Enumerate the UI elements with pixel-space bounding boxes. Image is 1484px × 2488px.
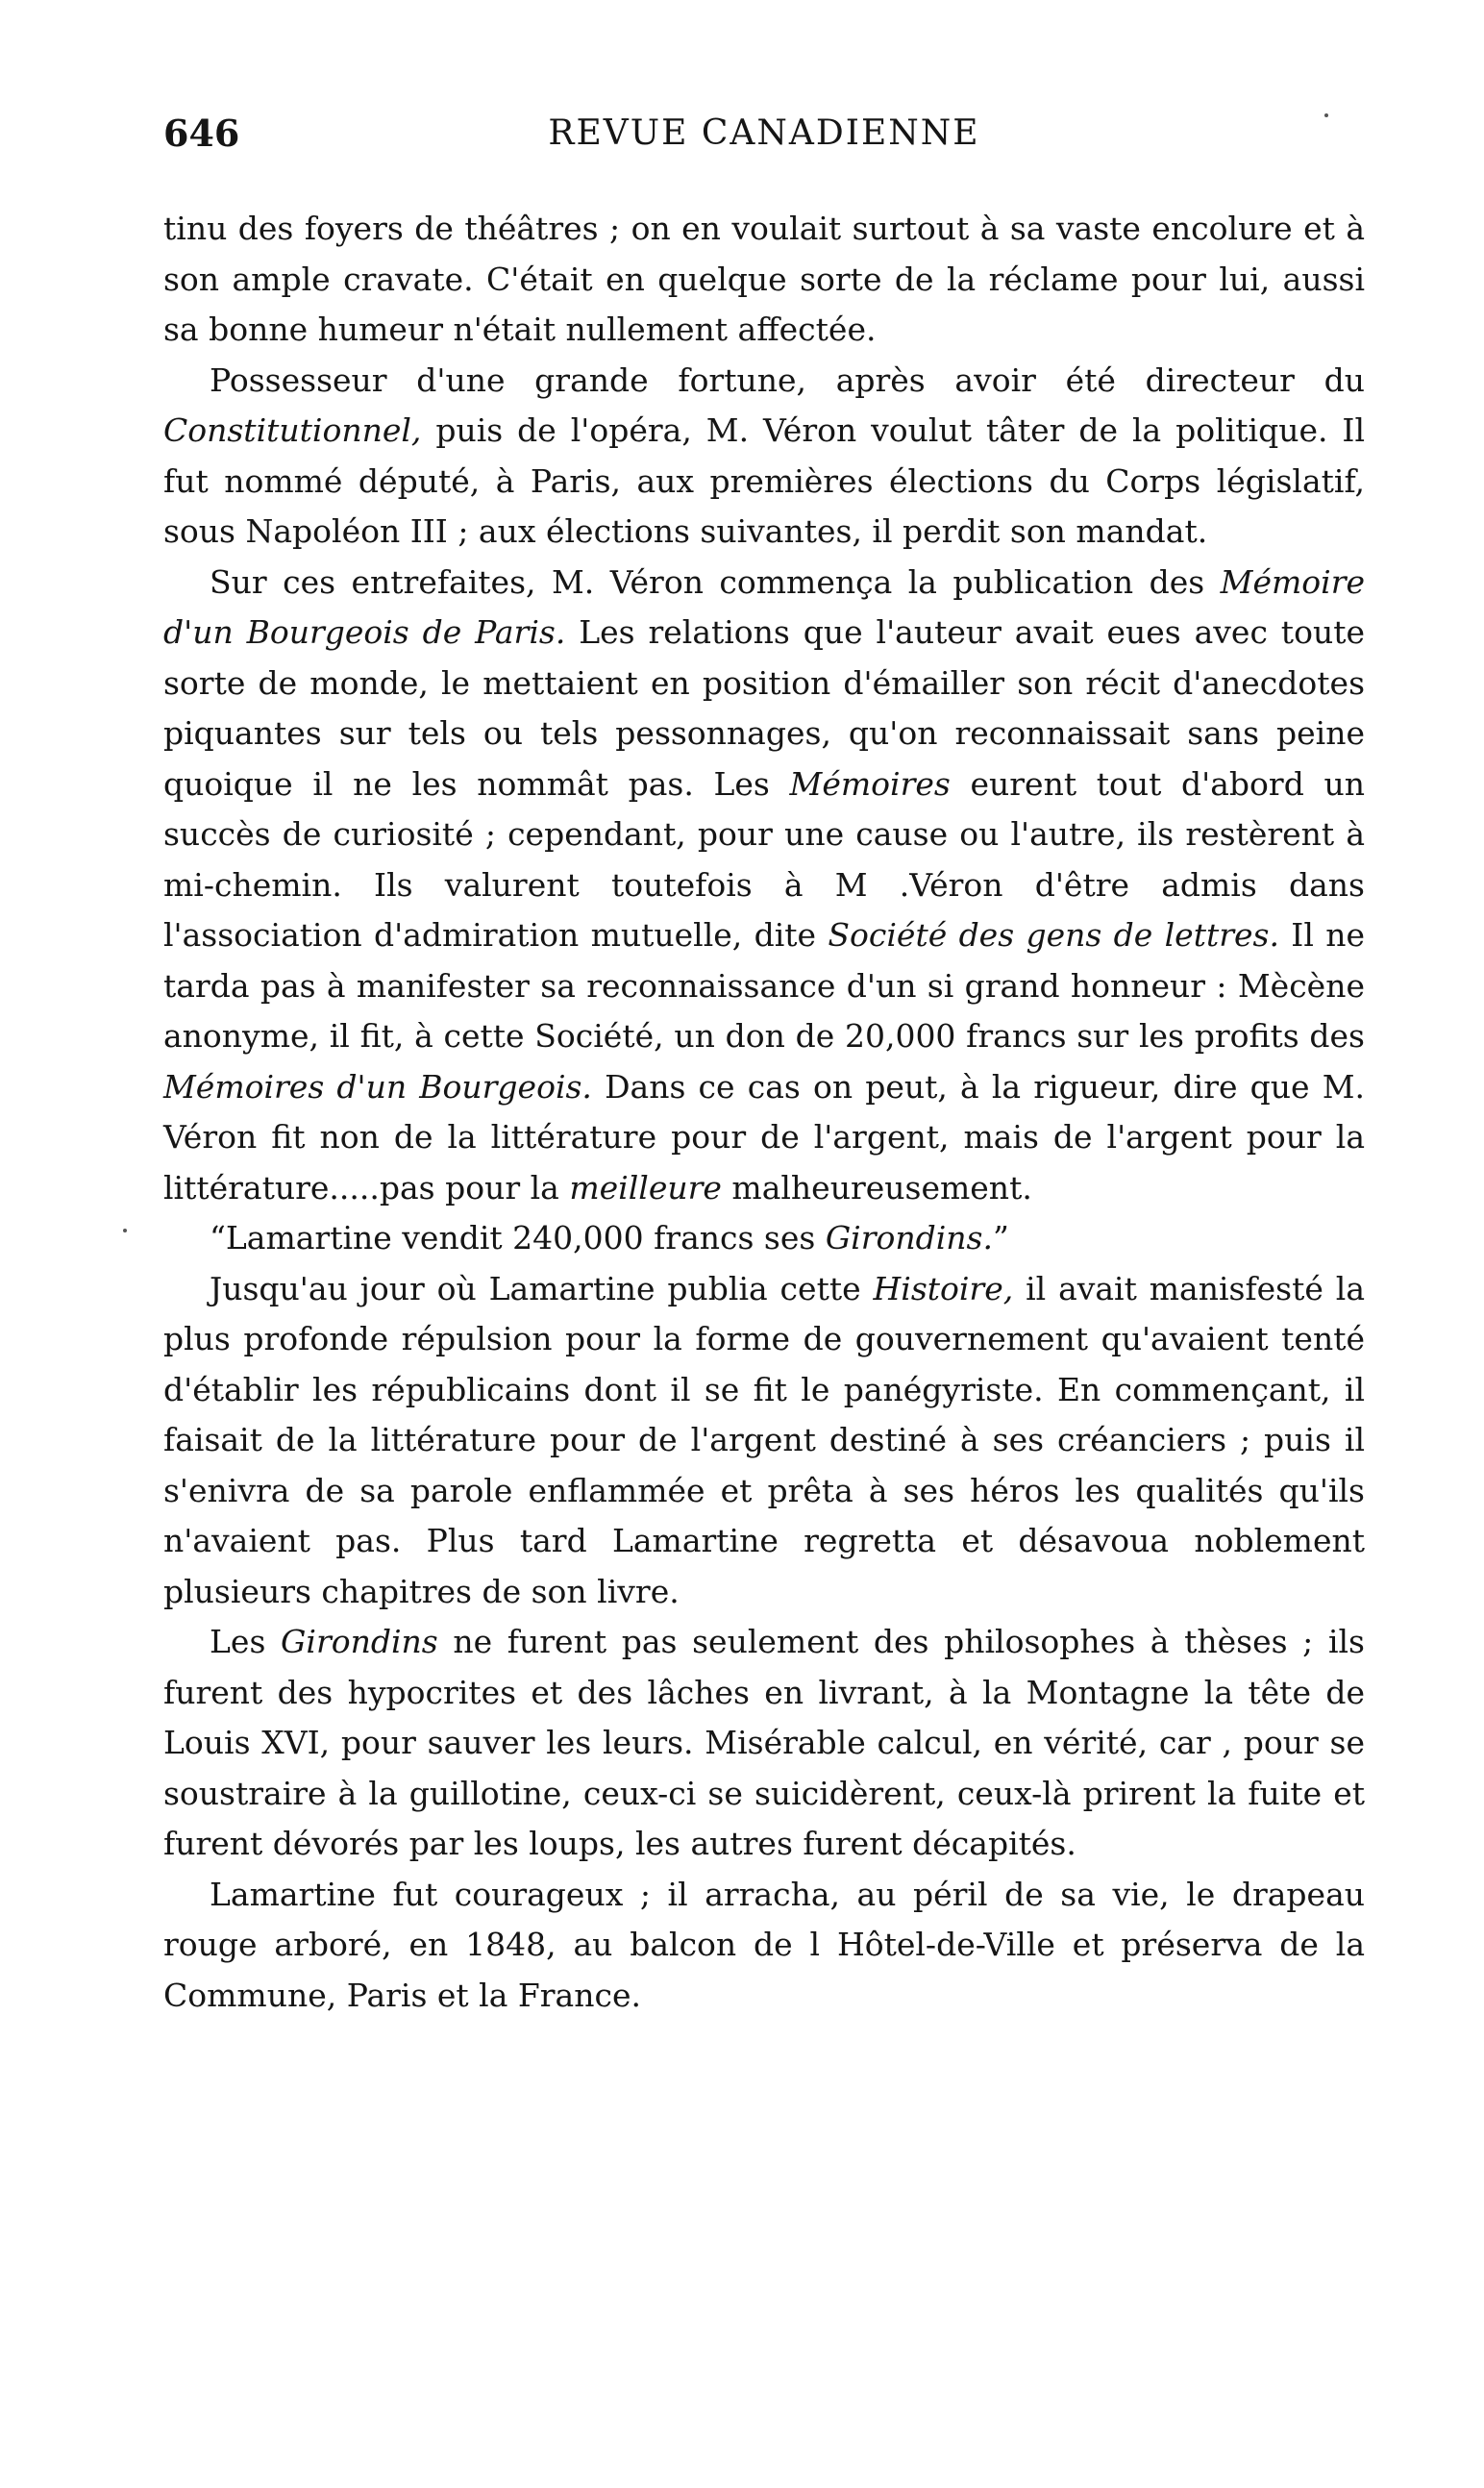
text-run: Les relations que l'auteur avait eues avec toute sorte de monde, le mettaient en position d'émailler son récit d'anecdotes piquantes sur tels ou tels pessonnages, qu'on reconnaissait sans peine quoique il ne les nommât pas. Les	[163, 613, 1365, 803]
text-run: Les	[210, 1623, 282, 1660]
italic-title: Constitutionnel,	[163, 411, 422, 449]
text-run: Sur ces entrefaites, M. Véron commença la publication des	[210, 562, 1221, 601]
scan-speck	[1324, 113, 1328, 117]
paragraph-6	[163, 1617, 1365, 1870]
text-run: Dans ce cas on peut, à la rigueur, dire que M. Véron fit non de la littérature pour de l'argent, mais de l'argent pour la littérature.....pas pour la	[163, 1067, 1366, 1207]
italic-title: Girondins.	[825, 1219, 993, 1256]
italic-word: meilleure	[569, 1168, 722, 1207]
text-run: puis de l'opéra, M. Véron voulut tâter de la politique. Il fut nommé député, à Paris, aux premières élections du Corps législatif, sous Napoléon III ; aux élections suivantes, il perdit son mandat.	[163, 411, 1365, 550]
italic-title: Mémoire d'un Bourgeois de Paris.	[163, 562, 1365, 651]
paragraph-2	[163, 356, 1365, 558]
paragraph-5	[163, 1264, 1365, 1618]
italic-title: Mémoires d'un Bourgeois.	[163, 1067, 592, 1106]
text-run: Il ne tarda pas à manifester sa reconnaissance d'un si grand honneur : Mècène anonyme, il fit, à cette Société, un don de 20,000 francs sur les profits des	[163, 916, 1365, 1055]
text-run: eurent tout d'abord un succès de curiosité ; cependant, pour une cause ou l'autre, ils restèrent à mi-chemin. Ils valurent toutefois à M .Véron d'être admis dans l'association d'admiration mutuelle, dite	[163, 764, 1365, 954]
journal-title: REVUE CANADIENNE	[548, 113, 980, 153]
page-number: 646	[163, 112, 240, 155]
text-run: malheureusement.	[721, 1168, 1032, 1207]
paragraph-1: tinu des foyers de théâtres ; on en voulait surtout à sa vaste encolure et à son ample cravate. C'était en quelque sorte de la réclame pour lui, aussi sa bonne humeur n'était nullement affectée.	[163, 210, 1365, 348]
italic-title: Société des gens de lettres.	[828, 916, 1279, 954]
text-run: Possesseur d'une grande fortune, après avoir été directeur du	[210, 361, 1365, 399]
italic-title: Mémoires	[789, 764, 951, 803]
paragraph-3	[163, 558, 1365, 1214]
document-page	[163, 108, 1365, 2021]
italic-title: Girondins	[281, 1623, 438, 1660]
text-run: “Lamartine vendit 240,000 francs ses	[210, 1219, 826, 1256]
scan-speck	[123, 1229, 127, 1232]
text-run: il avait manisfesté la plus profonde répulsion pour la forme de gouvernement qu'avaient tenté d'établir les républicains dont il se fit le panégyriste. En commençant, il faisait de la littérature pour de l'argent destiné à ses créanciers ; puis il s'enivra de sa parole enflammée et prêta à ses héros les qualités qu'ils n'avaient pas. Plus tard Lamartine regretta et désavoua noblement plusieurs chapitres de son livre.	[163, 1269, 1365, 1610]
paragraph-4	[163, 1213, 1365, 1264]
text-run: ”	[992, 1219, 1009, 1256]
text-run: Jusqu'au jour où Lamartine publia cette	[210, 1269, 874, 1307]
paragraph-7: Lamartine fut courageux ; il arracha, au péril de sa vie, le drapeau rouge arboré, en 1848, au balcon de l Hôtel-de-Ville et préserva de la Commune, Paris et la France.	[163, 1875, 1365, 2014]
running-head	[163, 108, 1365, 175]
text-run: ne furent pas seulement des philosophes à thèses ; ils furent des hypocrites et des lâches en livrant, à la Montagne la tête de Louis XVI, pour sauver les leurs. Misérable calcul, en vérité, car , pour se soustraire à la guillotine, ceux-ci se suicidèrent, ceux-là prirent la fuite et furent dévorés par les loups, les autres furent décapités.	[163, 1623, 1365, 1862]
italic-title: Histoire,	[873, 1269, 1014, 1307]
